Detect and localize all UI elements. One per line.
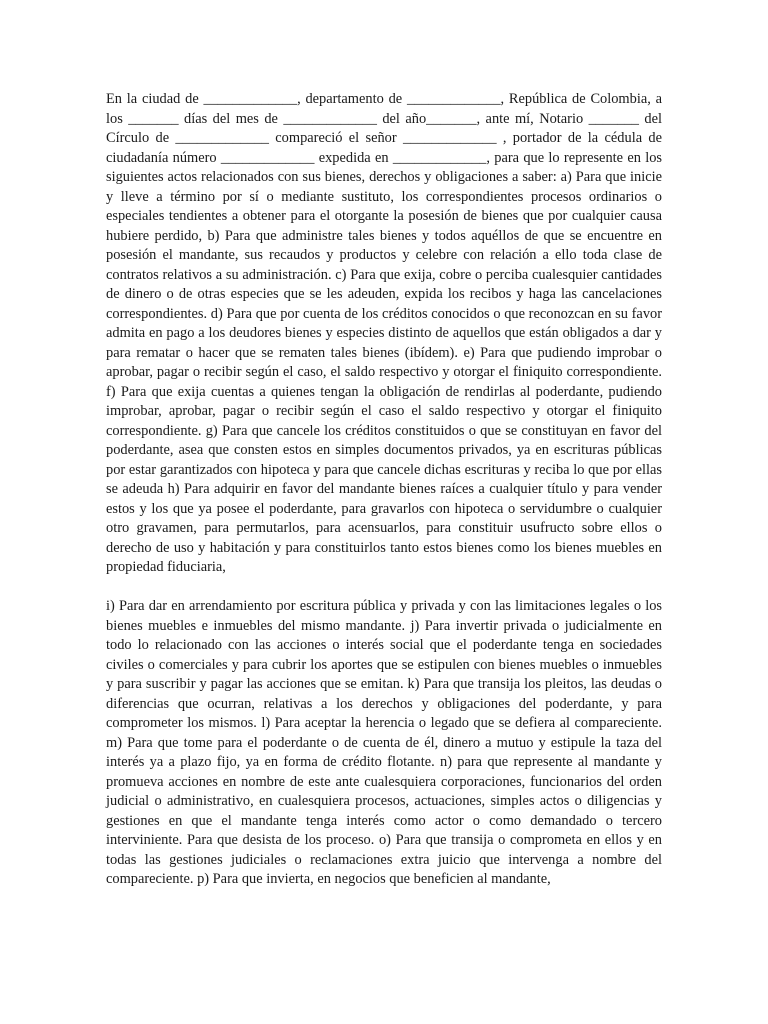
document-page xyxy=(106,90,662,890)
document-paragraph: En la ciudad de _____________, departamento de _____________, República de Colombia, a los _______ días del mes de _____________ del año_______, ante mí, Notario _______ del Círculo de _____________ compareció el señor _____________ , portador de la cédula de ciudadanía número _____________ expedida en _____________, para que lo represente en los siguientes actos relacionados con sus bienes, derechos y obligaciones a saber: a) Para que inicie y lleve a término por sí o mediante sustituto, los correspondientes procesos ordinarios o especiales tendientes a obtener para el otorgante la posesión de bienes que por cualquier causa hubiere perdido, b) Para que administre tales bienes y todos aquéllos de que se encuentre en posesión el mandante, sus recaudos y productos y celebre con relación a ello toda clase de contratos relativos a su administración. c) Para que exija, cobre o perciba cualesquier cantidades de dinero o de otras especies que se les adeuden, expida los recibos y haga las cancelaciones correspondientes. d) Para que por cuenta de los créditos conocidos o que reconozcan en su favor admita en pago a los deudores bienes y especies distinto de aquellos que están obligados a dar y para rematar o hacer que se rematen tales bienes (ibídem). e) Para que pudiendo improbar o aprobar, pagar o recibir según el caso, el saldo respectivo y otorgar el finiquito correspondiente. f) Para que exija cuentas a quienes tengan la obligación de rendirlas al poderdante, pudiendo improbar, aprobar, pagar o recibir según el caso el saldo respectivo y otorgar el finiquito correspondiente. g) Para que cancele los créditos constituidos o que se constituyan en favor del poderdante, asea que consten estos en simples documentos privados, ya en escrituras públicas por estar garantizados con hipoteca y para que cancele dichas escrituras y reciba lo que por ellas se adeuda h) Para adquirir en favor del mandante bienes raíces a cualquier título y para vender estos y los que ya posee el poderdante, para gravarlos con hipoteca o servidumbre o cualquier otro gravamen, para permutarlos, para acensuarlos, para constituir usufructo sobre ellos o derecho de uso y habitación y para constituirlos tanto estos bienes como los bienes muebles en propiedad fiduciaria, xyxy=(106,91,662,575)
document-paragraph: i) Para dar en arrendamiento por escritura pública y privada y con las limitaciones legales o los bienes muebles e inmuebles del mismo mandante. j) Para invertir privada o judicialmente en todo lo relacionado con las acciones o interés social que el poderdante tenga en sociedades civiles o comerciales y para cubrir los aportes que se estipulen con bienes muebles o inmuebles y para suscribir y pagar las acciones que se emitan. k) Para que transija los pleitos, las deudas o diferencias que ocurran, relativas a los derechos y obligaciones del poderdante, y para comprometer los mismos. l) Para aceptar la herencia o legado que se defiera al compareciente. m) Para que tome para el poderdante o de cuenta de él, dinero a mutuo y estipule la taza del interés ya a plazo fijo, ya en forma de crédito flotante. n) para que represente al mandante y promueva acciones en nombre de este ante cualesquiera corporaciones, funcionarios del orden judicial o administrativo, en cualesquiera procesos, actuaciones, simples actos o diligencias y gestiones en que el mandante tenga interés como actor o como demandado o tercero interviniente. Para que desista de los proceso. o) Para que transija o comprometa en ellos y en todas las gestiones judiciales o reclamaciones extra juicio que intervenga a nombre del compareciente. p) Para que invierta, en negocios que beneficien al mandante, xyxy=(106,598,662,887)
